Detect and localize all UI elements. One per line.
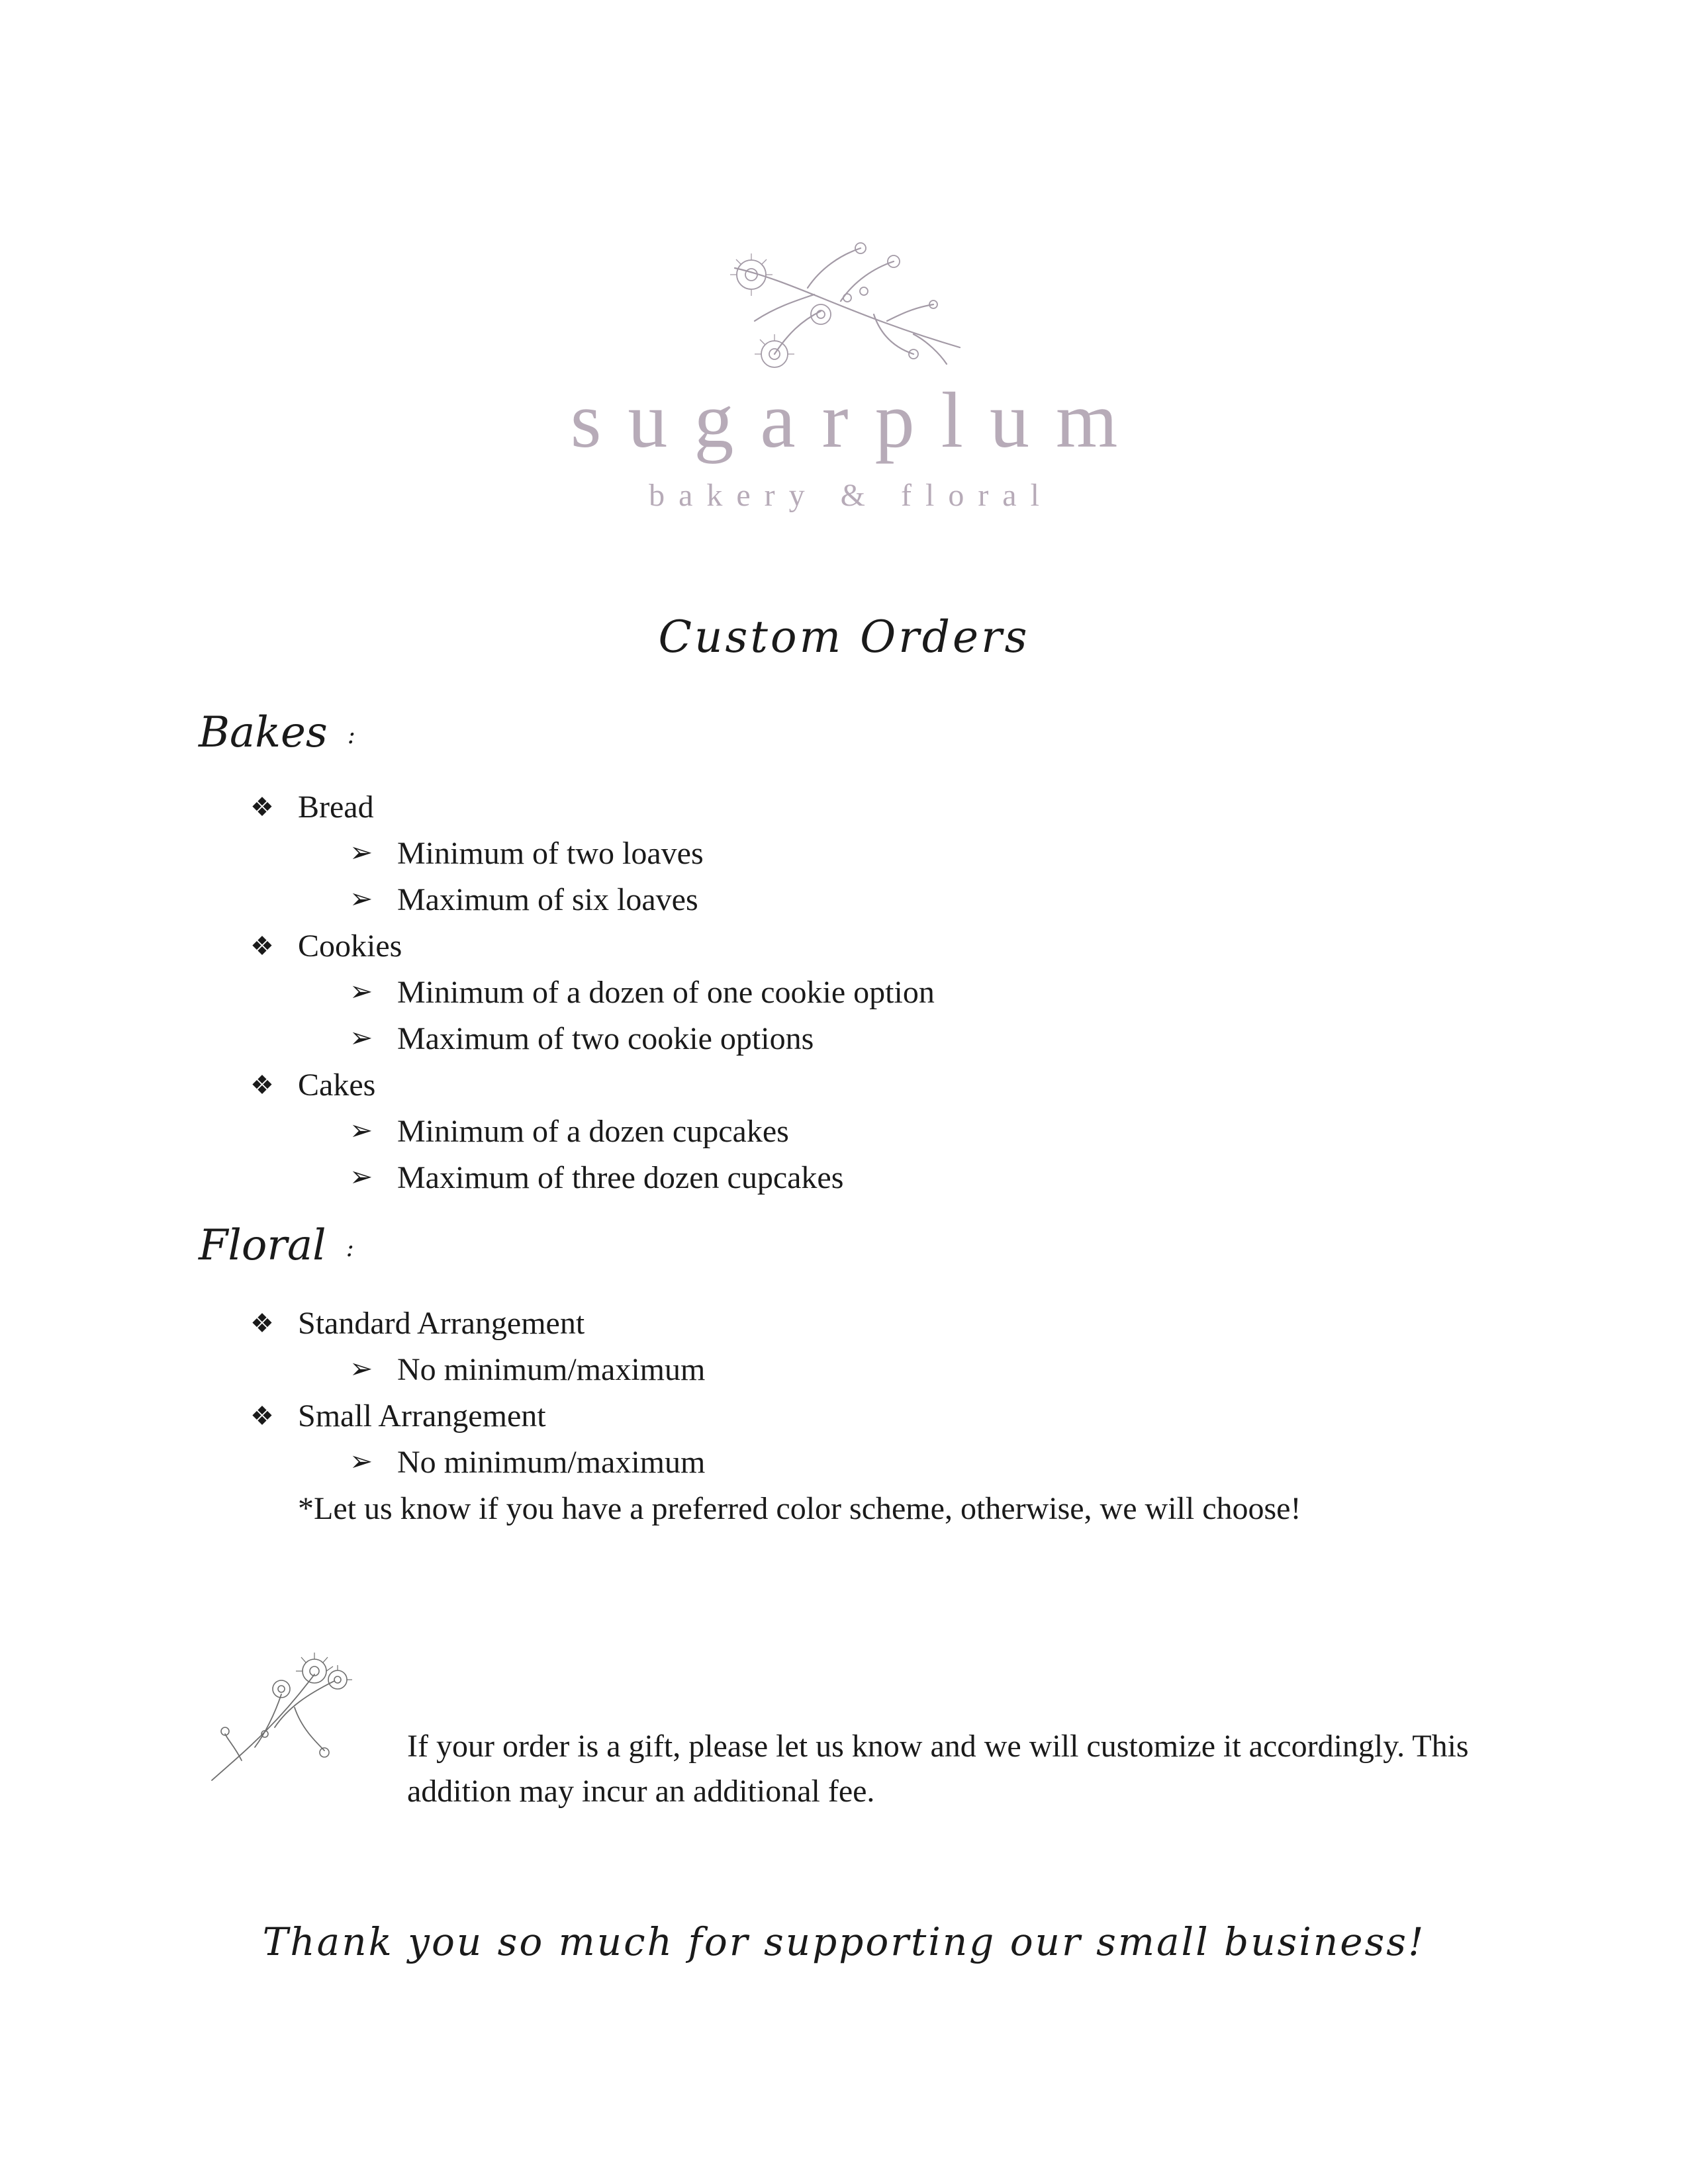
list-item-standard-arrangement: Standard Arrangement xyxy=(298,1306,585,1341)
diamond-bullet-icon: ❖ xyxy=(250,931,274,961)
arrow-bullet-icon: ➢ xyxy=(350,1354,373,1385)
arrow-bullet-icon: ➢ xyxy=(350,884,373,915)
list-subitem: Maximum of two cookie options xyxy=(397,1021,814,1056)
list-subitem: Minimum of a dozen of one cookie option xyxy=(397,975,935,1010)
flower-sprig-icon xyxy=(715,242,980,374)
thank-you-message: Thank you so much for supporting our small business! xyxy=(262,1919,1426,1964)
section-heading-colon: : xyxy=(346,1234,354,1262)
arrow-bullet-icon: ➢ xyxy=(350,1116,373,1146)
list-subitem: Minimum of two loaves xyxy=(397,836,704,871)
section-heading-colon: : xyxy=(347,721,355,749)
diamond-bullet-icon: ❖ xyxy=(250,1308,274,1338)
color-scheme-note: *Let us know if you have a preferred color scheme, otherwise, we will choose! xyxy=(298,1491,1301,1526)
list-subitem: Maximum of three dozen cupcakes xyxy=(397,1160,844,1195)
list-subitem: No minimum/maximum xyxy=(397,1352,706,1387)
list-subitem: No minimum/maximum xyxy=(397,1445,706,1480)
arrow-bullet-icon: ➢ xyxy=(350,838,373,868)
section-heading-label: Bakes xyxy=(199,708,328,757)
list-item-small-arrangement: Small Arrangement xyxy=(298,1398,546,1433)
flower-sprig-icon xyxy=(202,1635,354,1787)
section-heading-bakes xyxy=(199,708,355,757)
list-item-cakes: Cakes xyxy=(298,1068,376,1103)
gift-note: If your order is a gift, please let us know and we will customize it accordingly. This addition may incur an additional fee. xyxy=(407,1729,1469,1809)
diamond-bullet-icon: ❖ xyxy=(250,1401,274,1431)
diamond-bullet-icon: ❖ xyxy=(250,1070,274,1100)
section-heading-label: Floral xyxy=(199,1221,326,1270)
logo-name: sugarplum xyxy=(570,376,1145,464)
section-heading-floral xyxy=(199,1221,354,1270)
arrow-bullet-icon: ➢ xyxy=(350,977,373,1007)
list-subitem: Minimum of a dozen cupcakes xyxy=(397,1114,789,1149)
arrow-bullet-icon: ➢ xyxy=(350,1023,373,1054)
arrow-bullet-icon: ➢ xyxy=(350,1447,373,1477)
page-title: Custom Orders xyxy=(658,612,1030,662)
list-item-cookies: Cookies xyxy=(298,929,402,964)
list-item-bread: Bread xyxy=(298,790,374,825)
diamond-bullet-icon: ❖ xyxy=(250,792,274,822)
logo-tagline: bakery & floral xyxy=(649,478,1053,513)
arrow-bullet-icon: ➢ xyxy=(350,1162,373,1193)
list-subitem: Maximum of six loaves xyxy=(397,882,698,917)
